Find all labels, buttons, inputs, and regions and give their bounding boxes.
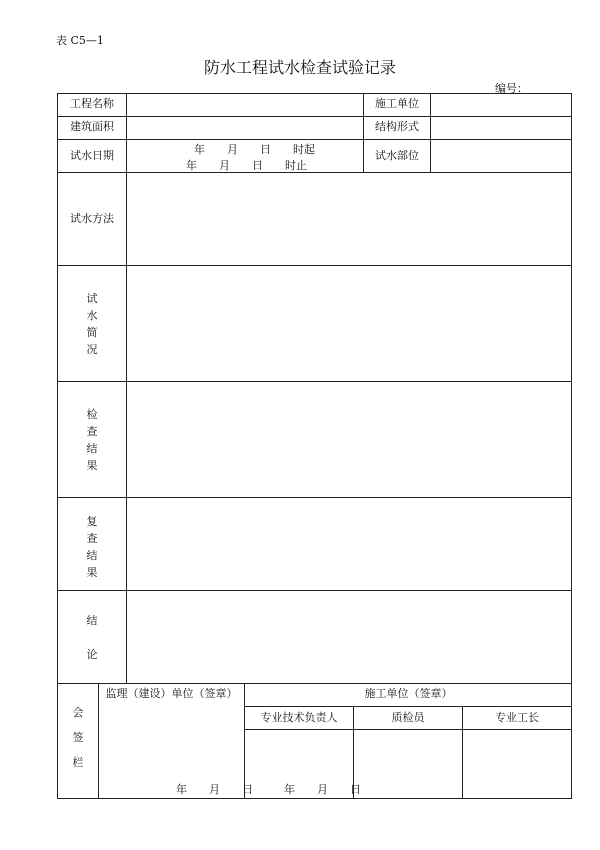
form-code: 表 C5—1 xyxy=(56,34,104,47)
label-inspection-result: 检 查 结 果 xyxy=(86,408,98,472)
tech-lead-label: 专业技术负责人 xyxy=(260,711,338,724)
label-test-method: 试水方法 xyxy=(70,212,114,225)
label-project-name: 工程名称 xyxy=(70,97,114,110)
label-countersign: 会 签 栏 xyxy=(72,706,84,769)
label-test-date: 试水日期 xyxy=(70,149,114,162)
quality-inspector-label: 质检员 xyxy=(391,711,425,724)
serial-number-label: 编号： xyxy=(495,82,528,95)
test-date-end: 年 月 日 时止 xyxy=(186,159,307,172)
label-recheck-result: 复 查 结 果 xyxy=(86,515,98,579)
page-title: 防水工程试水检查试验记录 xyxy=(203,58,396,77)
label-conclusion: 结 论 xyxy=(86,614,98,661)
construction-unit-seal: 施工单位（签章） xyxy=(364,687,453,700)
label-test-summary: 试 水 简 况 xyxy=(86,292,98,356)
label-construction-unit: 施工单位 xyxy=(375,97,419,110)
label-test-location: 试水部位 xyxy=(375,149,419,162)
sign-date-right: 年 月 日 xyxy=(284,783,361,796)
label-structure-type: 结构形式 xyxy=(375,120,419,133)
test-date-start: 年 月 日 时起 xyxy=(194,143,315,156)
sign-date-left: 年 月 日 xyxy=(176,783,253,796)
foreman-label: 专业工长 xyxy=(495,711,539,724)
label-building-area: 建筑面积 xyxy=(70,120,114,133)
supervisor-unit-seal: 监理（建设）单位（签章） xyxy=(105,687,238,700)
